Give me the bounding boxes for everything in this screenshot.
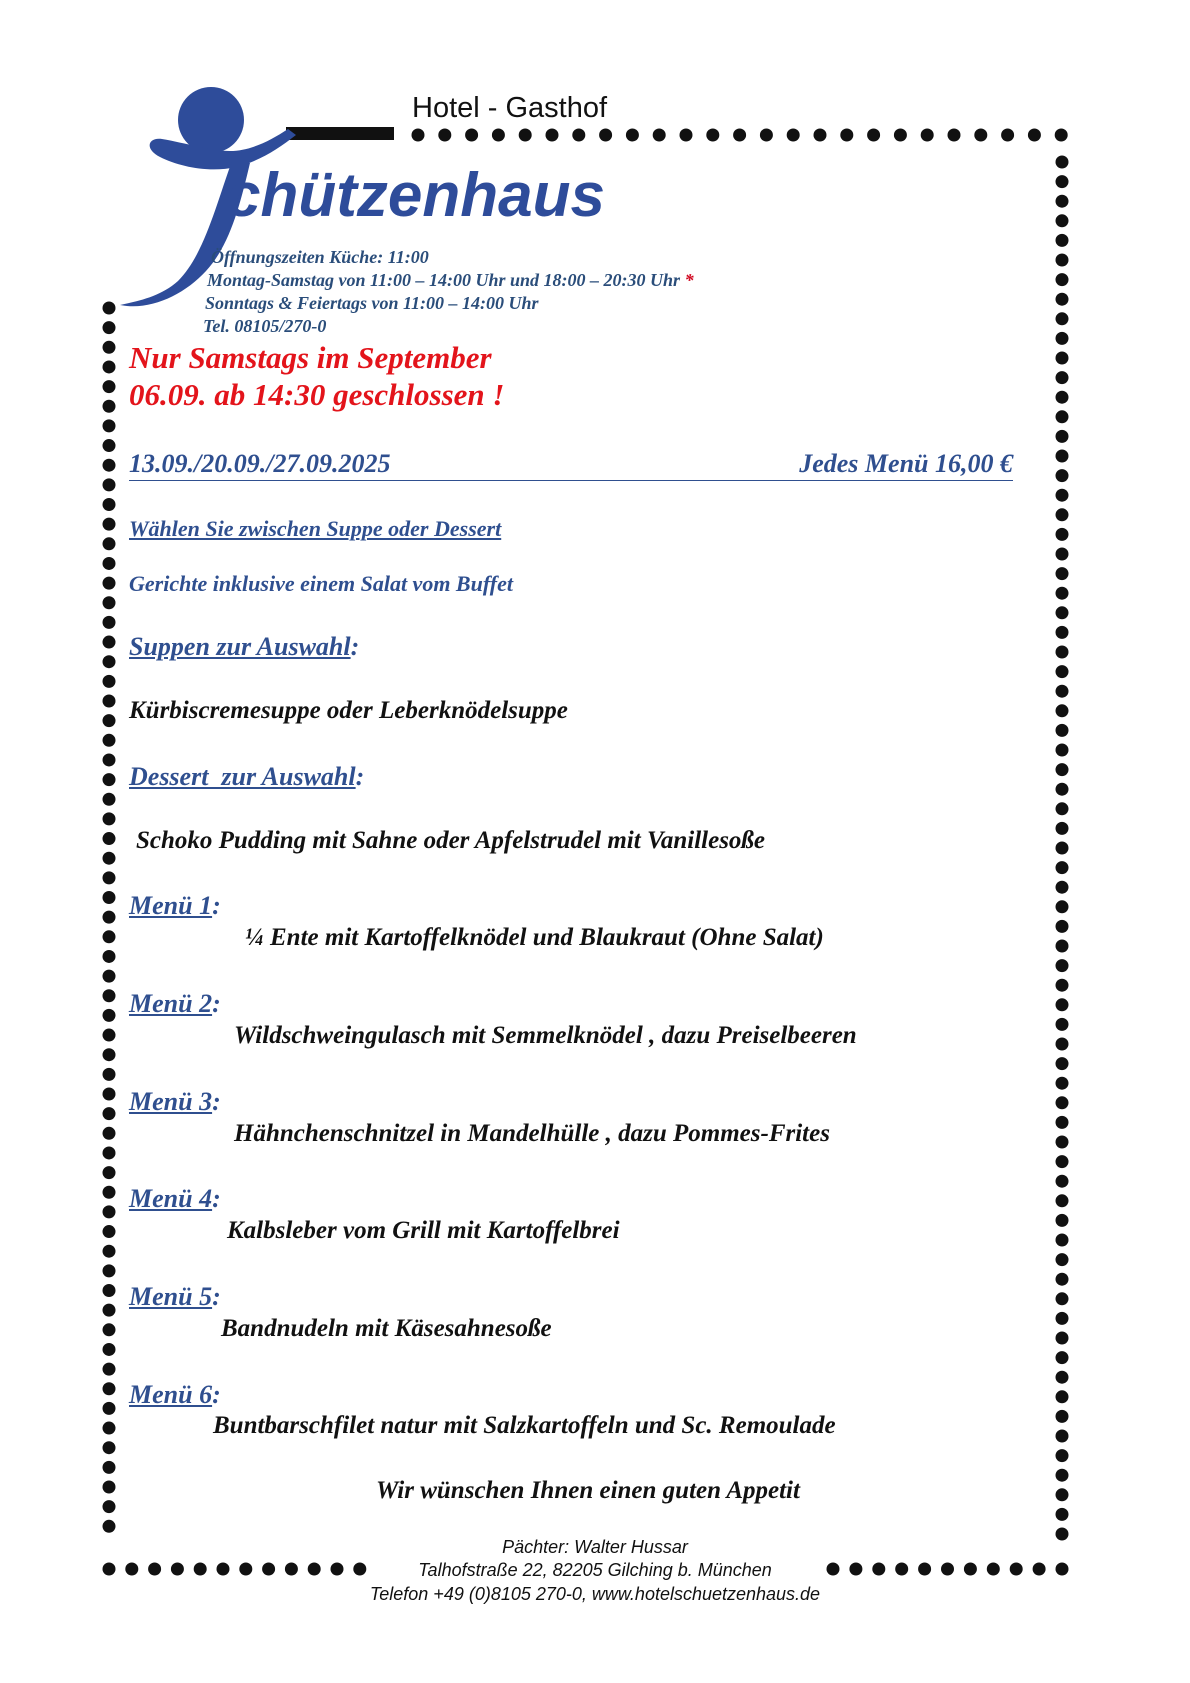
border-dot [103, 1205, 116, 1218]
logo-brand-name: chützenhaus [226, 161, 605, 230]
border-dot [103, 1088, 116, 1101]
border-dot [438, 129, 451, 142]
border-dot [1056, 567, 1069, 580]
border-dot [103, 321, 116, 334]
border-dot [787, 129, 800, 142]
menu-4-label: Menü 4 [129, 1184, 213, 1213]
border-dot [103, 1500, 116, 1513]
menu-4-heading [129, 1184, 221, 1214]
border-dot [760, 129, 773, 142]
footer-tenant: Pächter: Walter Hussar [502, 1537, 688, 1557]
border-dot [1056, 1136, 1069, 1149]
border-dot [1056, 1410, 1069, 1423]
border-dot [1056, 371, 1069, 384]
border-dot [103, 773, 116, 786]
border-dot [1056, 959, 1069, 972]
border-dot [1056, 587, 1069, 600]
border-dot [103, 380, 116, 393]
border-dot [948, 129, 961, 142]
border-dot [1056, 842, 1069, 855]
border-dot [1056, 763, 1069, 776]
border-dot [1056, 273, 1069, 286]
border-dot [103, 1461, 116, 1474]
border-dot [1056, 1116, 1069, 1129]
desserts-heading-label: Dessert zur Auswahl [129, 762, 356, 791]
menu-4-dish: Kalbsleber vom Grill mit Kartoffelbrei [227, 1217, 620, 1244]
border-dot [1056, 293, 1069, 306]
menu-1-colon: : [212, 891, 221, 920]
border-dot [1056, 685, 1069, 698]
border-dot [103, 1029, 116, 1042]
border-dot [1056, 469, 1069, 482]
menu-1-dish: ¼ Ente mit Kartoffelknödel und Blaukraut (Ohne Salat) [245, 924, 824, 951]
border-dot [1056, 391, 1069, 404]
border-dot [1056, 900, 1069, 913]
border-dot [103, 419, 116, 432]
border-dot [1056, 802, 1069, 815]
border-dot [103, 498, 116, 511]
border-dot [1056, 704, 1069, 717]
border-dot [103, 1284, 116, 1297]
border-dot [103, 655, 116, 668]
footer-address: Talhofstraße 22, 82205 Gilching b. München [418, 1560, 772, 1580]
border-dot [103, 1068, 116, 1081]
border-dot [103, 400, 116, 413]
border-dot [1056, 1430, 1069, 1443]
soups-text: Kürbiscremesuppe oder Leberknödelsuppe [129, 697, 568, 724]
border-dot [921, 129, 934, 142]
border-dot [599, 129, 612, 142]
logo-bar-icon [286, 127, 394, 140]
border-dot [1056, 1488, 1069, 1501]
border-dot [1056, 1214, 1069, 1227]
border-dot [1056, 489, 1069, 502]
closing-text: Wir wünschen Ihnen einen guten Appetit [376, 1477, 800, 1504]
border-dot [103, 636, 116, 649]
border-dot [103, 1520, 116, 1533]
price-text: Jedes Menü 16,00 € [799, 449, 1013, 478]
border-dot [1056, 783, 1069, 796]
border-dot [1056, 1469, 1069, 1482]
menu-5-label: Menü 5 [129, 1282, 213, 1311]
border-dot [103, 341, 116, 354]
border-dot [103, 360, 116, 373]
border-dot [103, 557, 116, 570]
menu-1-label: Menü 1 [129, 891, 213, 920]
hours-kitchen: Öffnungszeiten Küche: 11:00 [211, 247, 429, 267]
border-dot [1028, 129, 1041, 142]
border-dot [103, 1048, 116, 1061]
border-dot [1056, 1038, 1069, 1051]
menu-2-label: Menü 2 [129, 989, 213, 1018]
border-dot [626, 129, 639, 142]
border-dot [1056, 234, 1069, 247]
notice-line-1: Nur Samstags im September [129, 340, 492, 375]
border-dot [1056, 861, 1069, 874]
border-dot [1056, 998, 1069, 1011]
menu-6-dish: Buntbarschfilet natur mit Salzkartoffeln und Sc. Remoulade [213, 1412, 836, 1439]
border-dot [1056, 156, 1069, 169]
border-dot [974, 129, 987, 142]
salad-note: Gerichte inklusive einem Salat vom Buffet [129, 571, 513, 596]
menu-2-dish: Wildschweingulasch mit Semmelknödel , dazu Preiselbeeren [234, 1022, 857, 1049]
border-dot [653, 129, 666, 142]
choose-note: Wählen Sie zwischen Suppe oder Dessert [129, 516, 502, 541]
logo-hotel-label: Hotel - Gasthof [412, 92, 608, 124]
soups-heading-label: Suppen zur Auswahl [129, 632, 351, 661]
notice-line-2: 06.09. ab 14:30 geschlossen ! [129, 377, 505, 412]
border-dot [867, 129, 880, 142]
desserts-text: Schoko Pudding mit Sahne oder Apfelstrudel mit Vanillesoße [136, 827, 766, 854]
border-dot [103, 302, 116, 315]
border-dot [103, 714, 116, 727]
dates-price-line [129, 449, 1013, 481]
border-dot [1056, 1057, 1069, 1070]
border-dot [103, 970, 116, 983]
border-dot [103, 478, 116, 491]
border-dot [1056, 1273, 1069, 1286]
border-dot [1056, 626, 1069, 639]
desserts-heading-colon: : [355, 762, 365, 791]
border-dot [1056, 352, 1069, 365]
border-dot [572, 129, 585, 142]
border-dot [1055, 129, 1068, 142]
menu-2-heading [129, 989, 221, 1019]
border-dot [840, 129, 853, 142]
border-dot [103, 753, 116, 766]
border-dot [814, 129, 827, 142]
hours-sundays: Sonntags & Feiertags von 11:00 – 14:00 Uhr [205, 293, 539, 313]
border-dot [103, 695, 116, 708]
dates-text: 13.09./20.09./27.09.2025 [129, 449, 391, 478]
border-dot [1056, 1175, 1069, 1188]
border-dot [1056, 744, 1069, 757]
border-dot [1056, 528, 1069, 541]
soups-heading [129, 632, 359, 662]
border-dot [1056, 606, 1069, 619]
border-dot [103, 793, 116, 806]
border-dot [1056, 410, 1069, 423]
border-dot [103, 439, 116, 452]
border-dot [1056, 254, 1069, 267]
phone-number: Tel. 08105/270-0 [203, 316, 327, 336]
border-dot [103, 1225, 116, 1238]
border-dot [1056, 1312, 1069, 1325]
border-dot [103, 911, 116, 924]
border-dot [103, 1402, 116, 1415]
border-dot [1056, 822, 1069, 835]
menu-1-heading [129, 891, 221, 921]
border-dot [1056, 1449, 1069, 1462]
border-dot [103, 1186, 116, 1199]
border-dot [103, 1363, 116, 1376]
border-dot [1056, 508, 1069, 521]
border-dot [103, 891, 116, 904]
border-dot [103, 577, 116, 590]
border-dot [1056, 175, 1069, 188]
border-dot [103, 537, 116, 550]
menu-3-dish: Hähnchenschnitzel in Mandelhülle , dazu Pommes-Frites [234, 1120, 830, 1147]
border-dot [103, 518, 116, 531]
border-dot [1056, 1077, 1069, 1090]
border-dot [1056, 881, 1069, 894]
border-dot [103, 989, 116, 1002]
border-dot [103, 930, 116, 943]
border-dot [1056, 1332, 1069, 1345]
footer-contact: Telefon +49 (0)8105 270-0, www.hotelschuetzenhaus.de [369, 1584, 821, 1604]
border-dot [103, 1245, 116, 1258]
menu-3-label: Menü 3 [129, 1087, 213, 1116]
border-dot [103, 1323, 116, 1336]
hours-weekdays-text: Montag-Samstag von 11:00 – 14:00 Uhr und 18:00 – 20:30 Uhr [207, 270, 681, 290]
soups-heading-colon: : [350, 632, 360, 661]
border-dot [103, 1127, 116, 1140]
menu-4-colon: : [212, 1184, 221, 1213]
border-dot [103, 1304, 116, 1317]
border-dot [680, 129, 693, 142]
border-dot [1056, 1253, 1069, 1266]
border-dot [103, 1107, 116, 1120]
logo-head-icon [178, 87, 244, 153]
border-dot [103, 852, 116, 865]
border-dot [1056, 195, 1069, 208]
border-dot [103, 812, 116, 825]
border-dot [1056, 312, 1069, 325]
border-dot [546, 129, 559, 142]
menu-6-label: Menü 6 [129, 1380, 213, 1409]
border-dot [1056, 979, 1069, 992]
menu-5-colon: : [212, 1282, 221, 1311]
border-dot [103, 459, 116, 472]
border-dot [1056, 1371, 1069, 1384]
border-dot [103, 675, 116, 688]
border-dot [1056, 548, 1069, 561]
border-dot [103, 616, 116, 629]
border-dot [103, 1009, 116, 1022]
menu-5-dish: Bandnudeln mit Käsesahnesoße [221, 1315, 552, 1342]
border-dot [1001, 129, 1014, 142]
border-dot [492, 129, 505, 142]
menu-6-colon: : [212, 1380, 221, 1409]
border-dot [1056, 646, 1069, 659]
border-dot [103, 1481, 116, 1494]
border-dot [1056, 724, 1069, 737]
border-dot [1056, 1234, 1069, 1247]
border-dot [1056, 1018, 1069, 1031]
border-dot [465, 129, 478, 142]
border-dot [1056, 1292, 1069, 1305]
border-dot [1056, 1390, 1069, 1403]
border-dot [1056, 1194, 1069, 1207]
border-dot [103, 1441, 116, 1454]
border-dot [1056, 1508, 1069, 1521]
border-dot [1056, 332, 1069, 345]
border-dot [519, 129, 532, 142]
border-dot [1056, 450, 1069, 463]
border-dot [103, 1166, 116, 1179]
border-dot [894, 129, 907, 142]
border-dot [103, 1382, 116, 1395]
border-dot [1056, 920, 1069, 933]
border-dot [1056, 940, 1069, 953]
menu-5-heading [129, 1282, 221, 1312]
border-dot [103, 1146, 116, 1159]
border-dot [103, 596, 116, 609]
hours-weekdays [207, 270, 694, 291]
border-dot [412, 129, 425, 142]
border-dot [103, 832, 116, 845]
border-dot [103, 1422, 116, 1435]
menu-2-colon: : [212, 989, 221, 1018]
border-dot [103, 950, 116, 963]
menu-3-heading [129, 1087, 221, 1117]
menu-6-heading [129, 1380, 221, 1410]
border-dot [103, 1264, 116, 1277]
border-dot [1056, 665, 1069, 678]
border-dot [1056, 1351, 1069, 1364]
menu-3-colon: : [212, 1087, 221, 1116]
desserts-heading [129, 762, 364, 792]
border-dot [103, 871, 116, 884]
border-dot [1056, 430, 1069, 443]
border-dot [103, 734, 116, 747]
border-dot [1056, 1096, 1069, 1109]
border-dot [103, 1343, 116, 1356]
border-dot [706, 129, 719, 142]
border-dot [733, 129, 746, 142]
border-dot [1056, 1155, 1069, 1168]
hours-asterisk: * [684, 270, 694, 290]
border-dot [1056, 214, 1069, 227]
